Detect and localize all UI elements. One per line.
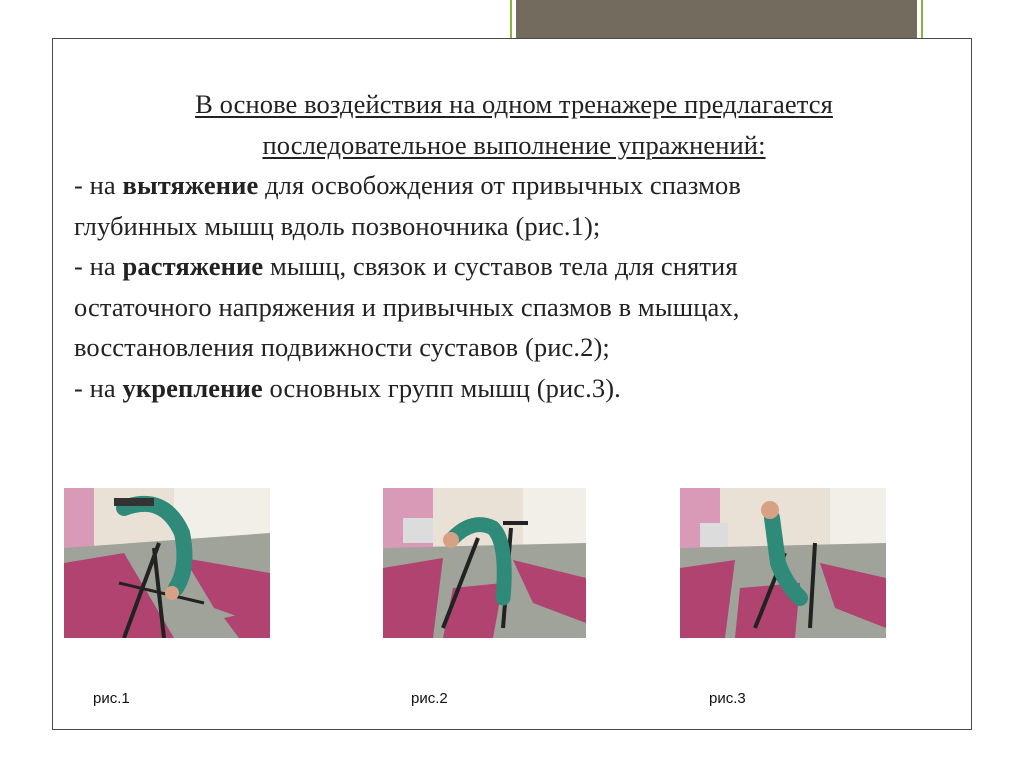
slide-text bbox=[74, 84, 954, 408]
item-stretching-line-2: глубинных мышц вдоль позвоночника (рис.1); bbox=[74, 210, 601, 241]
item-strengthening-line-1 bbox=[74, 368, 954, 409]
item-text: мышц, связок и суставов тела для снятия bbox=[263, 251, 738, 281]
item-prefix: - на bbox=[74, 170, 123, 200]
item-keyword: укрепление bbox=[122, 372, 263, 403]
figure-1-caption: рис.1 bbox=[93, 690, 130, 707]
item-prefix: - на bbox=[74, 372, 123, 403]
item-extension-line-1 bbox=[74, 246, 954, 287]
heading-line-2: последовательное выполнение упражнений: bbox=[262, 129, 766, 160]
item-extension-line-3: восстановления подвижности суставов (рис.2); bbox=[74, 332, 610, 362]
item-prefix: - на bbox=[74, 251, 123, 281]
item-extension-line-2: остаточного напряжения и привычных спазмов в мышцах, bbox=[74, 291, 740, 322]
figure-2-caption: рис.2 bbox=[411, 690, 448, 707]
figure-1-photo bbox=[64, 488, 270, 638]
item-text: для освобождения от привычных спазмов bbox=[258, 170, 741, 200]
figure-3-caption: рис.3 bbox=[709, 690, 746, 707]
heading-line-1: В основе воздействия на одном тренажере предлагается bbox=[195, 89, 833, 119]
item-keyword: вытяжение bbox=[122, 170, 259, 200]
item-stretching-line-1 bbox=[74, 165, 954, 206]
item-keyword: растяжение bbox=[122, 251, 264, 281]
figure-3-photo bbox=[680, 488, 886, 638]
slide-heading bbox=[74, 84, 954, 165]
item-text: основных групп мышц (рис.3). bbox=[262, 372, 621, 403]
figure-2-photo bbox=[383, 488, 586, 638]
